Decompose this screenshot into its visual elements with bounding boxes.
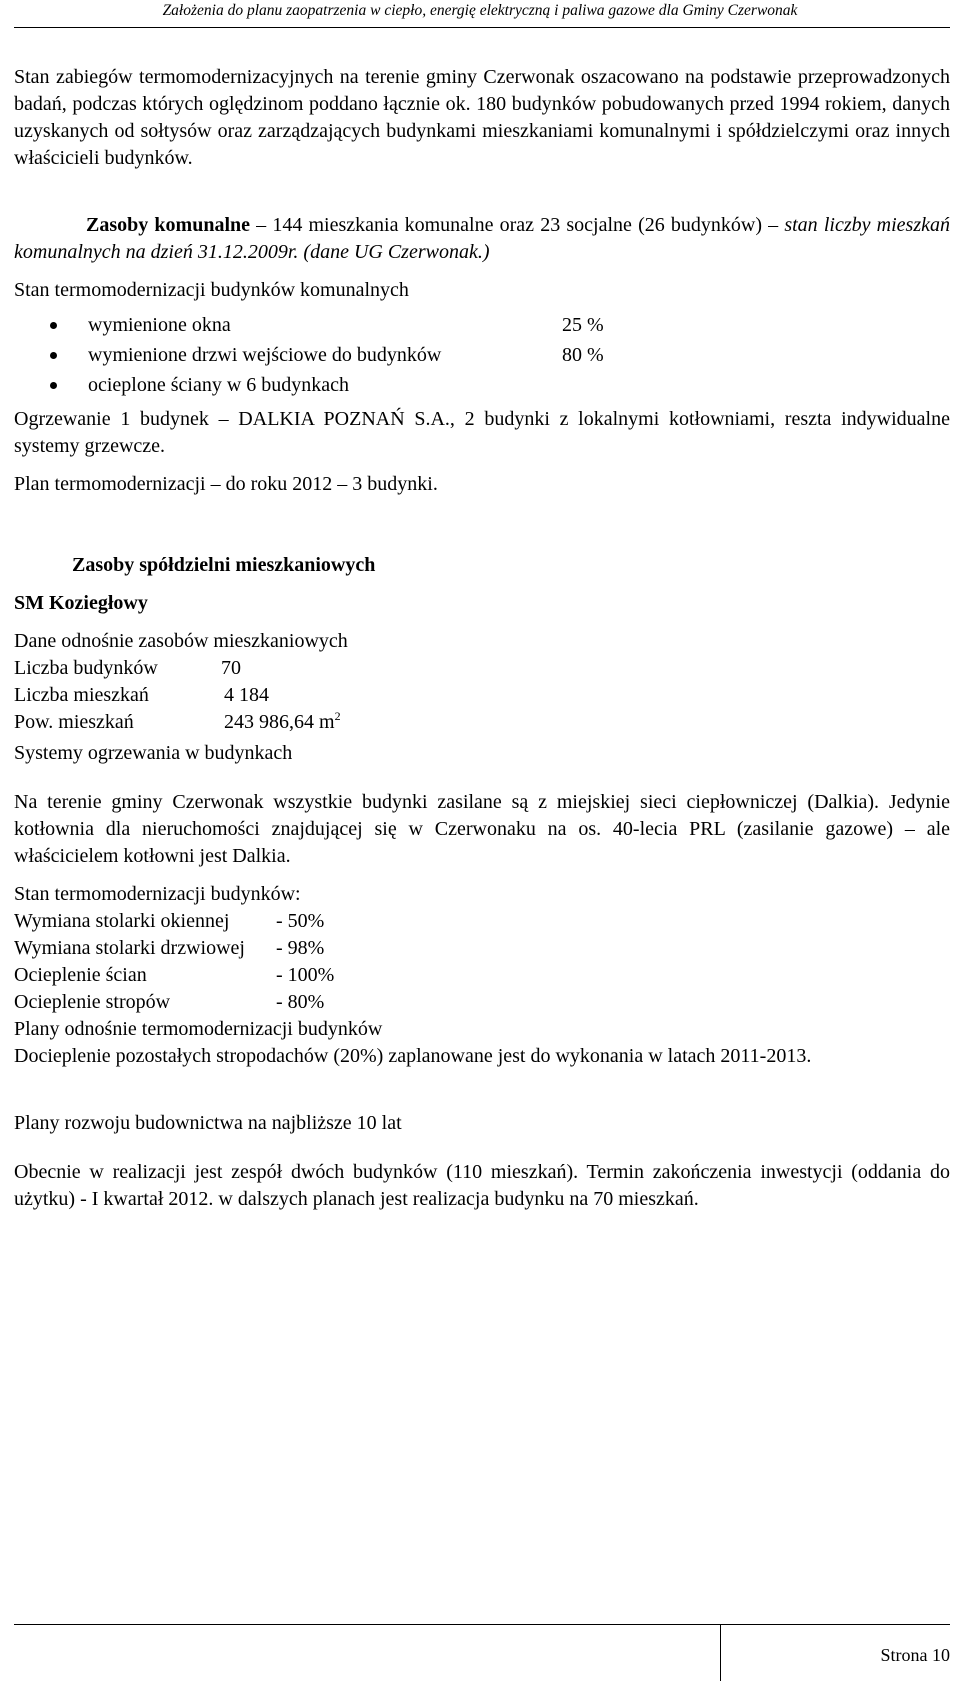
stat-row: Liczba mieszkań 4 184 [14, 684, 269, 706]
systems-paragraph: Na terenie gminy Czerwonak wszystkie budynki zasilane są z miejskiej sieci ciepłowniczej (Dalkia). Jedynie kotłownia dla nieruchomości znajdującej się w Czerwonaku na os. 40-lecia PRL (zasilanie gazowe) – ale właścicielem kotłowni jest Dalkia. [14, 791, 950, 867]
header-rule [14, 27, 950, 28]
coop-status-heading: Stan termomodernizacji budynków: [14, 883, 301, 905]
stat-row: Liczba budynków 70 [14, 657, 241, 679]
status-row: Wymiana stolarki okiennej - 50% [14, 910, 325, 932]
communal-heating: Ogrzewanie 1 budynek – DALKIA POZNAŃ S.A., 2 budynki z lokalnymi kotłowniami, reszta indywidualne systemy grzewcze. [14, 408, 950, 457]
status-row: Ocieplenie stropów - 80% [14, 991, 325, 1013]
communal-paragraph [14, 212, 950, 266]
page-number: Strona 10 [880, 1645, 950, 1665]
document-body [14, 64, 950, 1213]
bullet-icon [50, 352, 57, 359]
status-row: Wymiana stolarki drzwiowej - 98% [14, 937, 325, 959]
systems-heading: Systemy ogrzewania w budynkach [14, 742, 293, 764]
bullet-item: wymienione drzwi wejściowe do budynków 80 % [14, 340, 950, 370]
cooperative-data-heading: Dane odnośnie zasobów mieszkaniowych [14, 630, 348, 652]
communal-status-heading: Stan termomodernizacji budynków komunalnych [14, 279, 409, 301]
plans-text: Docieplenie pozostałych stropodachów (20%) zaplanowane jest do wykonania w latach 2011-2013. [14, 1045, 812, 1067]
cooperative-name: SM Koziegłowy [14, 592, 148, 614]
bullet-icon [50, 382, 57, 389]
communal-italic-note: stan liczby mieszkań komunalnych na dzień 31.12.2009r. (dane UG Czerwonak.) [14, 214, 950, 263]
development-heading: Plany rozwoju budownictwa na najbliższe 10 lat [14, 1112, 402, 1134]
communal-plan: Plan termomodernizacji – do roku 2012 – 3 budynki. [14, 473, 438, 495]
development-text: Obecnie w realizacji jest zespół dwóch budynków (110 mieszkań). Termin zakończenia inwestycji (oddania do użytku) - I kwartał 2012. w dalszych planach jest realizacja budynku na 70 mieszkań. [14, 1161, 950, 1210]
communal-bullets [14, 310, 950, 400]
status-row: Ocieplenie ścian - 100% [14, 964, 335, 986]
intro-paragraph: Stan zabiegów termomodernizacyjnych na terenie gminy Czerwonak oszacowano na podstawie przeprowadzonych badań, podczas których oględzinom poddano łącznie ok. 180 budynków pobudowanych przed 1994 rokiem, danych uzyskanych od sołtysów oraz zarządzających budynkami mieszkaniami komunalnymi i spółdzielczymi oraz innych właścicieli budynków. [14, 66, 950, 169]
cooperative-heading: Zasoby spółdzielni mieszkaniowych [72, 554, 376, 576]
bullet-icon [50, 322, 57, 329]
stat-row: Pow. mieszkań 243 986,64 $m^2$ [14, 709, 341, 733]
bullet-item: ocieplone ściany w 6 budynkach [14, 370, 950, 400]
plans-heading: Plany odnośnie termomodernizacji budynków [14, 1018, 383, 1040]
bullet-item: wymienione okna 25 % [14, 310, 950, 340]
communal-dash-text: – 144 mieszkania komunalne oraz 23 socjalne (26 budynków) – [250, 214, 785, 236]
communal-heading: Zasoby komunalne [86, 214, 250, 236]
running-header: Założenia do planu zaopatrzenia w ciepło, energię elektryczną i paliwa gazowe dla Gminy Czerwonak [162, 2, 798, 19]
